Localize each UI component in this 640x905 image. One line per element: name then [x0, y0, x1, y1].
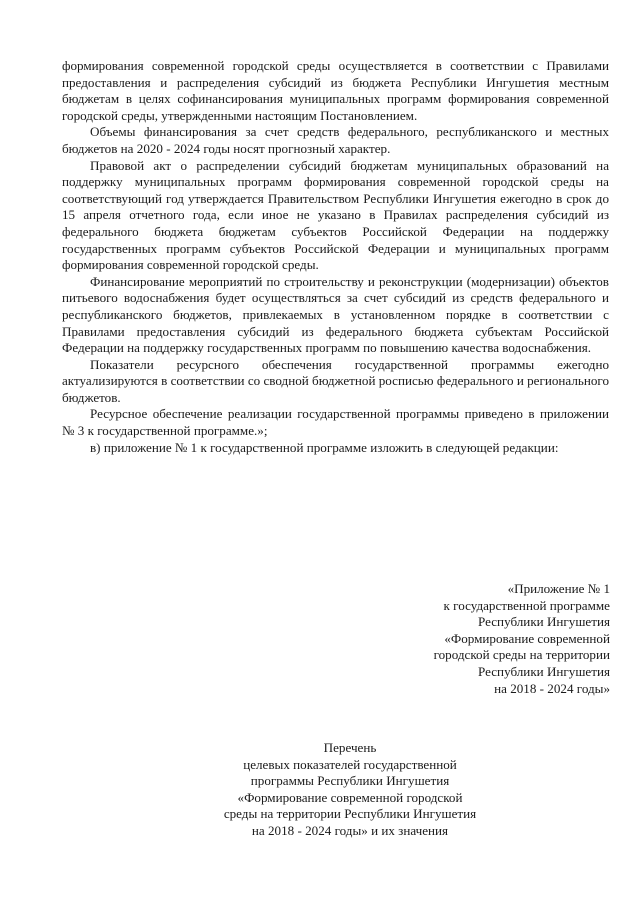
title-line: «Формирование современной городской — [237, 789, 463, 805]
paragraph-3: Правовой акт о распределении субсидий бюджетам муниципальных образований на поддержку муниципальных программ формирования современной городской среды на соответствующий год утверждается Правительством Республики Ингушетия ежегодно в срок до 15 апреля отчетного года, если иное не указано в Правилах распределения субсидий из федерального бюджета бюджетам субъектов Российской Федерации на поддержку государственных программ субъектов Российской Федерации и муниципальных программ формирования современной городской среды. — [62, 157, 609, 273]
document-body — [62, 58, 609, 456]
appendix-line: «Приложение № 1 — [507, 581, 610, 596]
title-line: программы Республики Ингушетия — [250, 773, 450, 789]
paragraph-2: Объемы финансирования за счет средств федерального, республиканского и местных бюджетов на 2020 - 2024 годы носят прогнозный характер. — [62, 124, 609, 156]
paragraph-6: Ресурсное обеспечение реализации государственной программы приведено в приложении № 3 к государственной программе.»; — [62, 406, 609, 439]
appendix-line: к государственной программе — [443, 597, 610, 613]
title-line: Перечень — [323, 740, 377, 755]
paragraph-1: формирования современной городской среды осуществляется в соответствии с Правилами предоставления и распределения субсидий из бюджета Республики Ингушетия местным бюджетам в целях софинансирования муниципальных программ формирования современной городской среды, утвержденными настоящим Постановлением. — [62, 58, 609, 123]
paragraph-7: в) приложение № 1 к государственной программе изложить в следующей редакции: — [90, 439, 559, 455]
title-line: на 2018 - 2024 годы» и их значения — [251, 822, 449, 838]
list-title — [60, 740, 640, 840]
appendix-line: Республики Ингушетия — [478, 663, 610, 679]
title-line: среды на территории Республики Ингушетия — [223, 806, 477, 822]
paragraph-5: Показатели ресурсного обеспечения государственной программы ежегодно актуализируются в соответствии со сводной бюджетной росписью федерального и регионального бюджетов. — [62, 356, 609, 405]
appendix-line: на 2018 - 2024 годы» — [494, 680, 610, 696]
appendix-line: городской среды на территории — [433, 647, 610, 663]
appendix-header — [310, 581, 610, 697]
paragraph-4: Финансирование мероприятий по строительству и реконструкции (модернизации) объектов питьевого водоснабжения будет осуществляться за счет субсидий из средств федерального и республиканского бюджетов, привлекаемых в установленном порядке в соответствии с Правилами предоставления субсидий из федерального бюджета субъектам Российской Федерации на поддержку государственных программ по повышению качества водоснабжения. — [62, 273, 609, 356]
title-line: целевых показателей государственной — [243, 756, 457, 772]
appendix-line: Республики Ингушетия — [478, 614, 610, 630]
appendix-line: «Формирование современной — [444, 630, 610, 646]
